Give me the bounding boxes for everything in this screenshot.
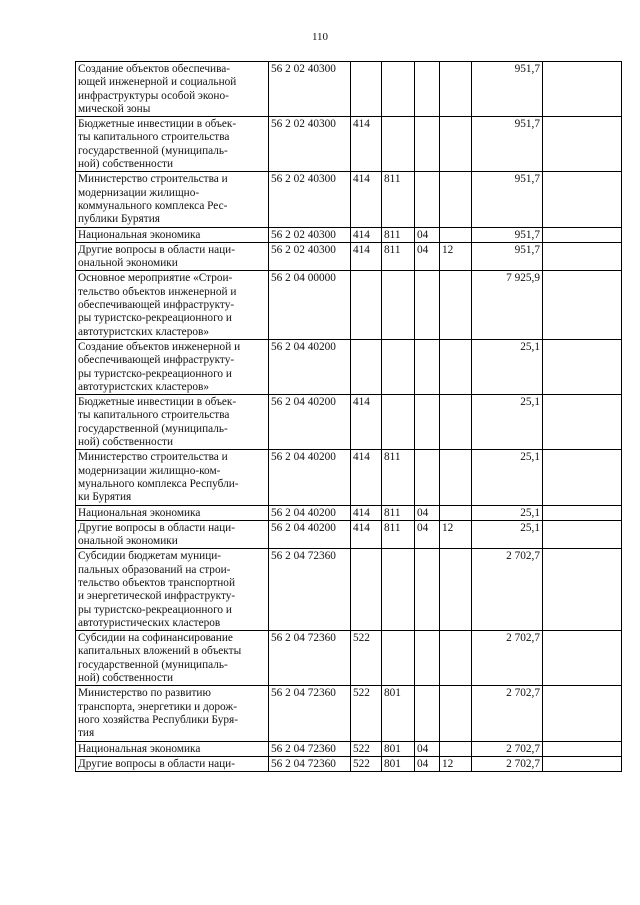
amount-cell: 7 925,9 xyxy=(472,271,543,339)
target-code-cell: 56 2 02 40300 xyxy=(269,227,351,242)
row-name-line: Бюджетные инвестиции в объек- xyxy=(78,396,237,409)
target-code-cell: 56 2 04 00000 xyxy=(269,271,351,339)
amount-cell: 951,7 xyxy=(472,242,543,271)
expense-type-cell: 12 xyxy=(440,756,472,771)
empty-cell xyxy=(543,62,622,117)
table-row xyxy=(76,741,622,756)
amount-cell: 25,1 xyxy=(472,395,543,450)
row-name-line: инфраструктуры особой эконо- xyxy=(78,89,229,102)
section-cell xyxy=(382,631,415,686)
amount-cell: 2 702,7 xyxy=(472,741,543,756)
empty-cell xyxy=(543,505,622,520)
row-name-line: ональной экономики xyxy=(78,257,178,270)
empty-cell xyxy=(543,242,622,271)
empty-cell xyxy=(543,741,622,756)
subsection-cell xyxy=(415,395,440,450)
empty-cell xyxy=(543,631,622,686)
amount-cell: 951,7 xyxy=(472,117,543,172)
grbs-cell: 522 xyxy=(351,631,382,686)
subsection-cell xyxy=(415,450,440,505)
grbs-cell: 414 xyxy=(351,450,382,505)
expense-type-cell: 12 xyxy=(440,520,472,549)
target-code-cell: 56 2 04 40200 xyxy=(269,520,351,549)
target-code-cell: 56 2 04 40200 xyxy=(269,395,351,450)
row-name-line: Другие вопросы в области наци- xyxy=(78,757,235,770)
empty-cell xyxy=(543,227,622,242)
section-cell xyxy=(382,549,415,631)
expense-type-cell xyxy=(440,172,472,227)
subsection-cell xyxy=(415,117,440,172)
section-cell: 811 xyxy=(382,242,415,271)
row-name-cell xyxy=(76,271,269,339)
table-row xyxy=(76,505,622,520)
row-name-cell xyxy=(76,395,269,450)
row-name-line: Министерство строительства и xyxy=(78,451,228,464)
subsection-cell xyxy=(415,271,440,339)
row-name-line: мунального комплекса Республи- xyxy=(78,477,239,490)
section-cell: 811 xyxy=(382,227,415,242)
section-cell: 801 xyxy=(382,741,415,756)
empty-cell xyxy=(543,395,622,450)
subsection-cell xyxy=(415,172,440,227)
subsection-cell: 04 xyxy=(415,741,440,756)
subsection-cell: 04 xyxy=(415,227,440,242)
row-name-line: автотуристских кластеров» xyxy=(78,380,209,393)
grbs-cell: 414 xyxy=(351,117,382,172)
expense-type-cell xyxy=(440,271,472,339)
row-name-cell xyxy=(76,631,269,686)
empty-cell xyxy=(543,450,622,505)
row-name-line: капитальных вложений в объекты xyxy=(78,645,242,658)
row-name-line: ры туристско-рекреационного и xyxy=(78,312,232,325)
row-name-line: ональной экономики xyxy=(78,535,178,548)
amount-cell: 951,7 xyxy=(472,227,543,242)
page-number: 110 xyxy=(311,31,329,43)
row-name-line: ры туристско-рекреационного и xyxy=(78,367,232,380)
row-name-line: тельство объектов транспортной xyxy=(78,576,235,589)
expense-type-cell xyxy=(440,549,472,631)
row-name-cell xyxy=(76,549,269,631)
row-name-line: Другие вопросы в области наци- xyxy=(78,521,235,534)
table-row xyxy=(76,339,622,394)
table-row xyxy=(76,271,622,339)
row-name-cell xyxy=(76,741,269,756)
row-name-line: транспорта, энергетики и дорож- xyxy=(78,700,237,713)
subsection-cell xyxy=(415,549,440,631)
target-code-cell: 56 2 04 40200 xyxy=(269,450,351,505)
row-name-cell xyxy=(76,172,269,227)
expense-type-cell xyxy=(440,117,472,172)
row-name-line: ной) собственности xyxy=(78,158,173,171)
table-row xyxy=(76,631,622,686)
grbs-cell xyxy=(351,549,382,631)
row-name-line: автотуристских кластеров» xyxy=(78,325,209,338)
table-row xyxy=(76,756,622,771)
table-row xyxy=(76,450,622,505)
row-name-line: Субсидии бюджетам муници- xyxy=(78,550,222,563)
target-code-cell: 56 2 04 72360 xyxy=(269,686,351,741)
row-name-line: Субсидии на софинансирование xyxy=(78,632,233,645)
section-cell xyxy=(382,62,415,117)
table-row xyxy=(76,117,622,172)
table-row xyxy=(76,62,622,117)
empty-cell xyxy=(543,520,622,549)
table-row xyxy=(76,520,622,549)
section-cell xyxy=(382,339,415,394)
grbs-cell: 414 xyxy=(351,395,382,450)
subsection-cell: 04 xyxy=(415,520,440,549)
row-name-cell xyxy=(76,520,269,549)
target-code-cell: 56 2 04 72360 xyxy=(269,631,351,686)
subsection-cell xyxy=(415,339,440,394)
empty-cell xyxy=(543,686,622,741)
row-name-line: тия xyxy=(78,727,95,740)
row-name-line: Национальная экономика xyxy=(78,228,201,241)
table-row xyxy=(76,686,622,741)
row-name-cell xyxy=(76,450,269,505)
row-name-line: Национальная экономика xyxy=(78,742,201,755)
row-name-line: ты капитального строительства xyxy=(78,409,230,422)
row-name-cell xyxy=(76,686,269,741)
target-code-cell: 56 2 02 40300 xyxy=(269,117,351,172)
section-cell: 801 xyxy=(382,756,415,771)
row-name-line: модернизации жилищно- xyxy=(78,186,200,199)
row-name-cell xyxy=(76,242,269,271)
row-name-line: ки Бурятия xyxy=(78,491,132,504)
target-code-cell: 56 2 02 40300 xyxy=(269,62,351,117)
grbs-cell: 522 xyxy=(351,756,382,771)
amount-cell: 25,1 xyxy=(472,520,543,549)
row-name-line: Другие вопросы в области наци- xyxy=(78,243,235,256)
expense-type-cell xyxy=(440,227,472,242)
row-name-line: государственной (муниципаль- xyxy=(78,144,228,157)
row-name-line: коммунального комплекса Рес- xyxy=(78,199,228,212)
empty-cell xyxy=(543,117,622,172)
section-cell: 811 xyxy=(382,172,415,227)
row-name-line: ты капитального строительства xyxy=(78,131,230,144)
section-cell xyxy=(382,395,415,450)
expense-type-cell xyxy=(440,631,472,686)
amount-cell: 25,1 xyxy=(472,450,543,505)
amount-cell: 25,1 xyxy=(472,505,543,520)
table-row xyxy=(76,227,622,242)
grbs-cell: 414 xyxy=(351,505,382,520)
row-name-line: модернизации жилищно-ком- xyxy=(78,464,221,477)
subsection-cell xyxy=(415,686,440,741)
grbs-cell xyxy=(351,62,382,117)
section-cell: 811 xyxy=(382,520,415,549)
grbs-cell: 414 xyxy=(351,242,382,271)
amount-cell: 2 702,7 xyxy=(472,686,543,741)
target-code-cell: 56 2 04 72360 xyxy=(269,741,351,756)
row-name-line: ющей инженерной и социальной xyxy=(78,76,237,89)
row-name-line: обеспечивающей инфраструкту- xyxy=(78,354,235,367)
row-name-line: государственной (муниципаль- xyxy=(78,658,228,671)
row-name-line: Национальная экономика xyxy=(78,506,201,519)
table-row xyxy=(76,172,622,227)
row-name-line: ры туристско-рекреационного и xyxy=(78,603,232,616)
amount-cell: 25,1 xyxy=(472,339,543,394)
expense-type-cell xyxy=(440,686,472,741)
row-name-line: Министерство по развитию xyxy=(78,687,211,700)
section-cell: 801 xyxy=(382,686,415,741)
row-name-line: ной) собственности xyxy=(78,672,173,685)
row-name-line: государственной (муниципаль- xyxy=(78,422,228,435)
expense-type-cell xyxy=(440,505,472,520)
row-name-line: Бюджетные инвестиции в объек- xyxy=(78,118,237,131)
expense-type-cell xyxy=(440,395,472,450)
expense-type-cell: 12 xyxy=(440,242,472,271)
target-code-cell: 56 2 02 40300 xyxy=(269,242,351,271)
target-code-cell: 56 2 04 40200 xyxy=(269,505,351,520)
section-cell: 811 xyxy=(382,505,415,520)
row-name-line: ного хозяйства Республики Буря- xyxy=(78,713,239,726)
target-code-cell: 56 2 04 72360 xyxy=(269,549,351,631)
row-name-line: тельство объектов инженерной и xyxy=(78,285,237,298)
row-name-line: Основное мероприятие «Строи- xyxy=(78,272,233,285)
row-name-line: автотуристических кластеров xyxy=(78,616,221,629)
expense-type-cell xyxy=(440,450,472,505)
grbs-cell: 522 xyxy=(351,686,382,741)
row-name-cell xyxy=(76,756,269,771)
subsection-cell: 04 xyxy=(415,505,440,520)
empty-cell xyxy=(543,339,622,394)
row-name-line: Министерство строительства и xyxy=(78,173,228,186)
grbs-cell xyxy=(351,271,382,339)
amount-cell: 2 702,7 xyxy=(472,756,543,771)
row-name-line: пальных образований на строи- xyxy=(78,563,231,576)
row-name-cell xyxy=(76,339,269,394)
row-name-cell xyxy=(76,117,269,172)
amount-cell: 951,7 xyxy=(472,62,543,117)
expense-type-cell xyxy=(440,741,472,756)
grbs-cell: 414 xyxy=(351,520,382,549)
row-name-line: обеспечивающей инфраструкту- xyxy=(78,299,235,312)
row-name-line: публики Бурятия xyxy=(78,213,160,226)
empty-cell xyxy=(543,549,622,631)
table-row xyxy=(76,242,622,271)
subsection-cell: 04 xyxy=(415,756,440,771)
subsection-cell xyxy=(415,62,440,117)
empty-cell xyxy=(543,172,622,227)
table-row xyxy=(76,395,622,450)
subsection-cell: 04 xyxy=(415,242,440,271)
row-name-cell xyxy=(76,62,269,117)
empty-cell xyxy=(543,271,622,339)
amount-cell: 2 702,7 xyxy=(472,549,543,631)
section-cell xyxy=(382,271,415,339)
empty-cell xyxy=(543,756,622,771)
grbs-cell: 414 xyxy=(351,172,382,227)
row-name-line: Создание объектов инженерной и xyxy=(78,340,241,353)
section-cell xyxy=(382,117,415,172)
grbs-cell: 522 xyxy=(351,741,382,756)
amount-cell: 2 702,7 xyxy=(472,631,543,686)
row-name-cell xyxy=(76,227,269,242)
expense-type-cell xyxy=(440,339,472,394)
expense-type-cell xyxy=(440,62,472,117)
row-name-line: мической зоны xyxy=(78,102,151,115)
amount-cell: 951,7 xyxy=(472,172,543,227)
budget-table xyxy=(75,61,622,772)
row-name-line: и энергетической инфраструкту- xyxy=(78,590,236,603)
row-name-line: Создание объектов обеспечива- xyxy=(78,63,231,75)
grbs-cell: 414 xyxy=(351,227,382,242)
target-code-cell: 56 2 04 72360 xyxy=(269,756,351,771)
grbs-cell xyxy=(351,339,382,394)
subsection-cell xyxy=(415,631,440,686)
target-code-cell: 56 2 02 40300 xyxy=(269,172,351,227)
table-row xyxy=(76,549,622,631)
row-name-line: ной) собственности xyxy=(78,436,173,449)
budget-table-body xyxy=(76,62,622,772)
section-cell: 811 xyxy=(382,450,415,505)
target-code-cell: 56 2 04 40200 xyxy=(269,339,351,394)
row-name-cell xyxy=(76,505,269,520)
